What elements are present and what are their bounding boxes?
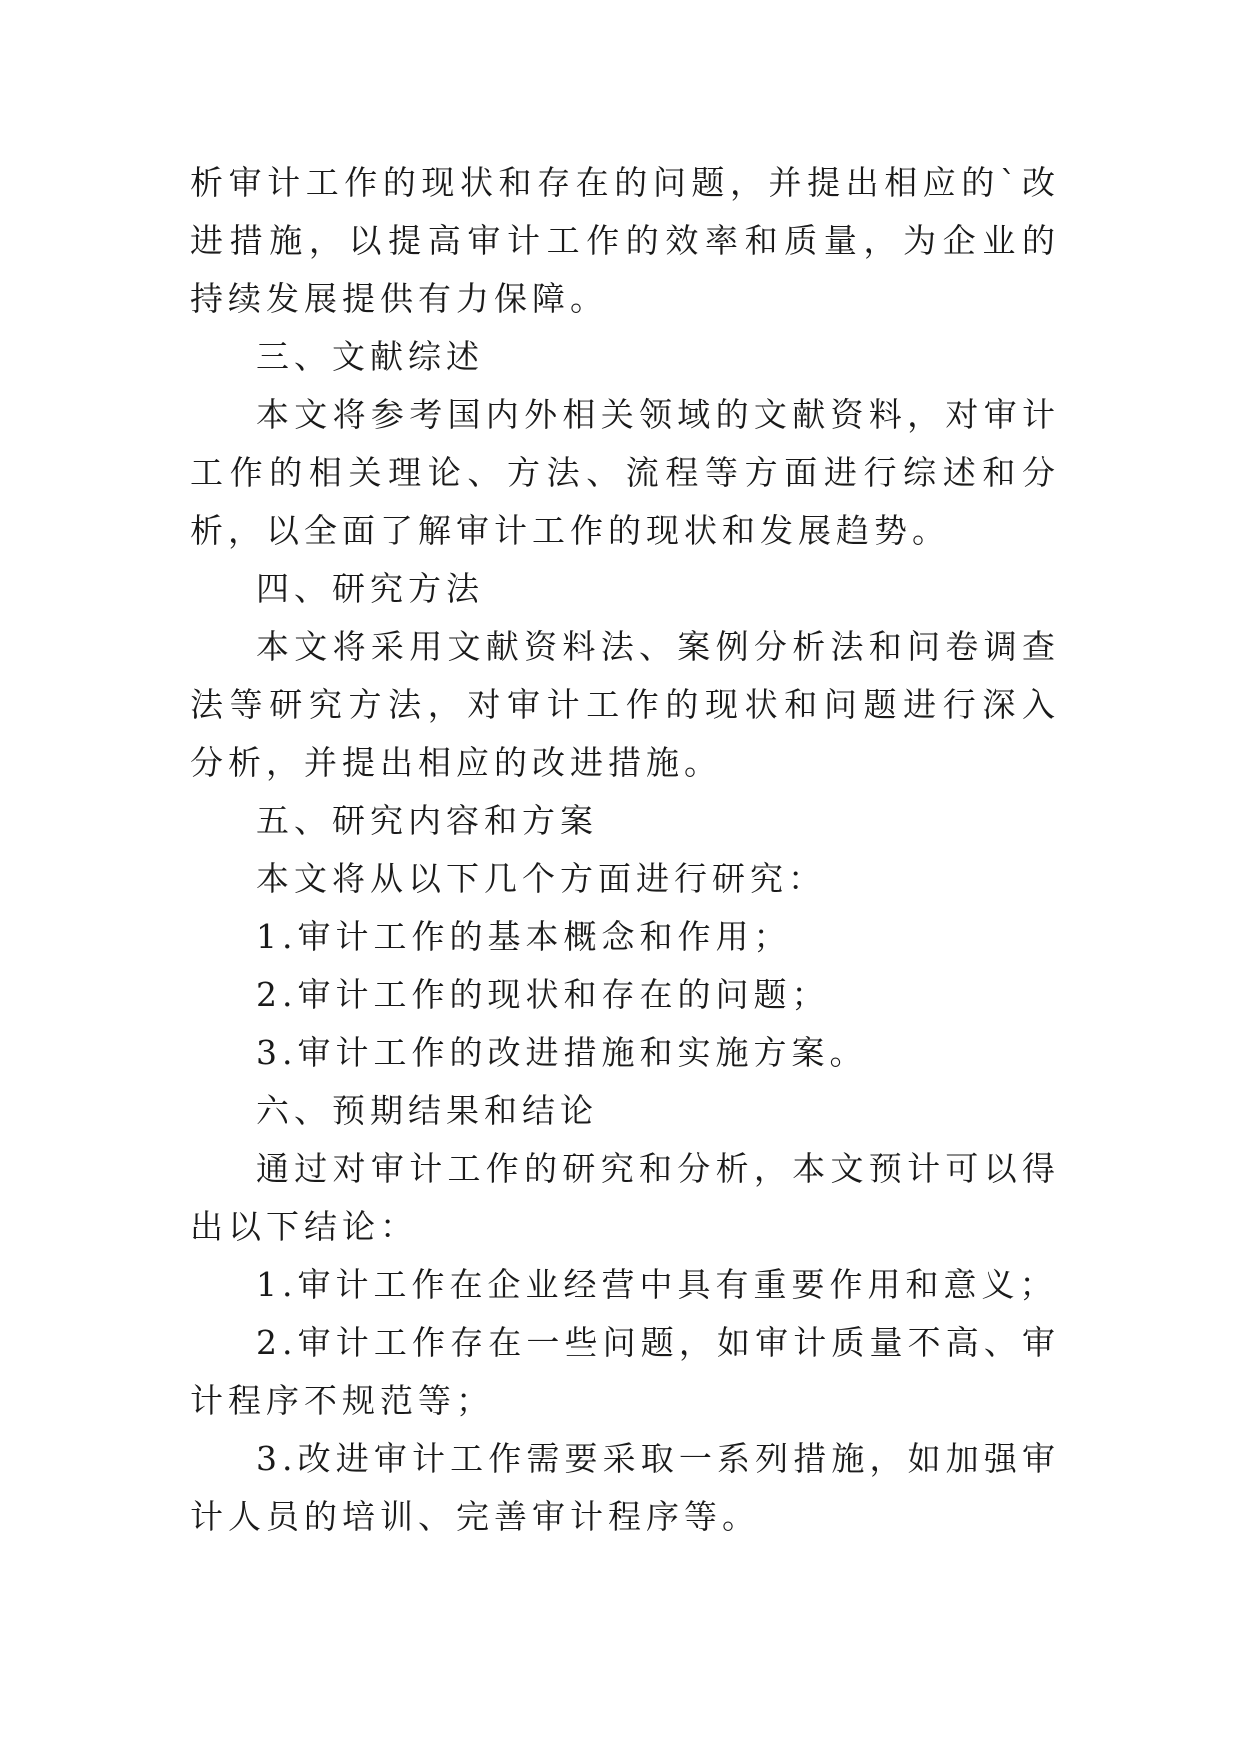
list-item-conclusion-2: 2.审计工作存在一些问题，如审计质量不高、审计程序不规范等； <box>190 1323 1060 1420</box>
section-heading-expected-results: 六、预期结果和结论 <box>256 1091 598 1130</box>
list-item-research-2: 2.审计工作的现状和存在的问题； <box>256 975 830 1014</box>
paragraph-literature-review: 本文将参考国内外相关领域的文献资料，对审计工作的相关理论、方法、流程等方面进行综述和分析，以全面了解审计工作的现状和发展趋势。 <box>190 395 1060 550</box>
section-heading-research-content: 五、研究内容和方案 <box>256 801 598 840</box>
paragraph-research-methods: 本文将采用文献资料法、案例分析法和问卷调查法等研究方法，对审计工作的现状和问题进行深入分析，并提出相应的改进措施。 <box>190 627 1060 782</box>
paragraph-intro-continuation: 析审计工作的现状和存在的问题，并提出相应的`改进措施，以提高审计工作的效率和质量，为企业的持续发展提供有力保障。 <box>190 163 1060 318</box>
list-item-research-1: 1.审计工作的基本概念和作用； <box>256 917 792 956</box>
list-item-research-3: 3.审计工作的改进措施和实施方案。 <box>256 1033 868 1072</box>
paragraph-research-content-intro: 本文将从以下几个方面进行研究： <box>256 859 826 898</box>
list-item-conclusion-3: 3.改进审计工作需要采取一系列措施，如加强审计人员的培训、完善审计程序等。 <box>190 1439 1060 1536</box>
list-item-conclusion-1: 1.审计工作在企业经营中具有重要作用和意义； <box>256 1265 1058 1304</box>
paragraph-expected-results: 通过对审计工作的研究和分析，本文预计可以得出以下结论： <box>190 1149 1060 1246</box>
section-heading-literature-review: 三、文献综述 <box>256 337 484 376</box>
document-body <box>190 154 1060 1546</box>
section-heading-research-methods: 四、研究方法 <box>256 569 484 608</box>
